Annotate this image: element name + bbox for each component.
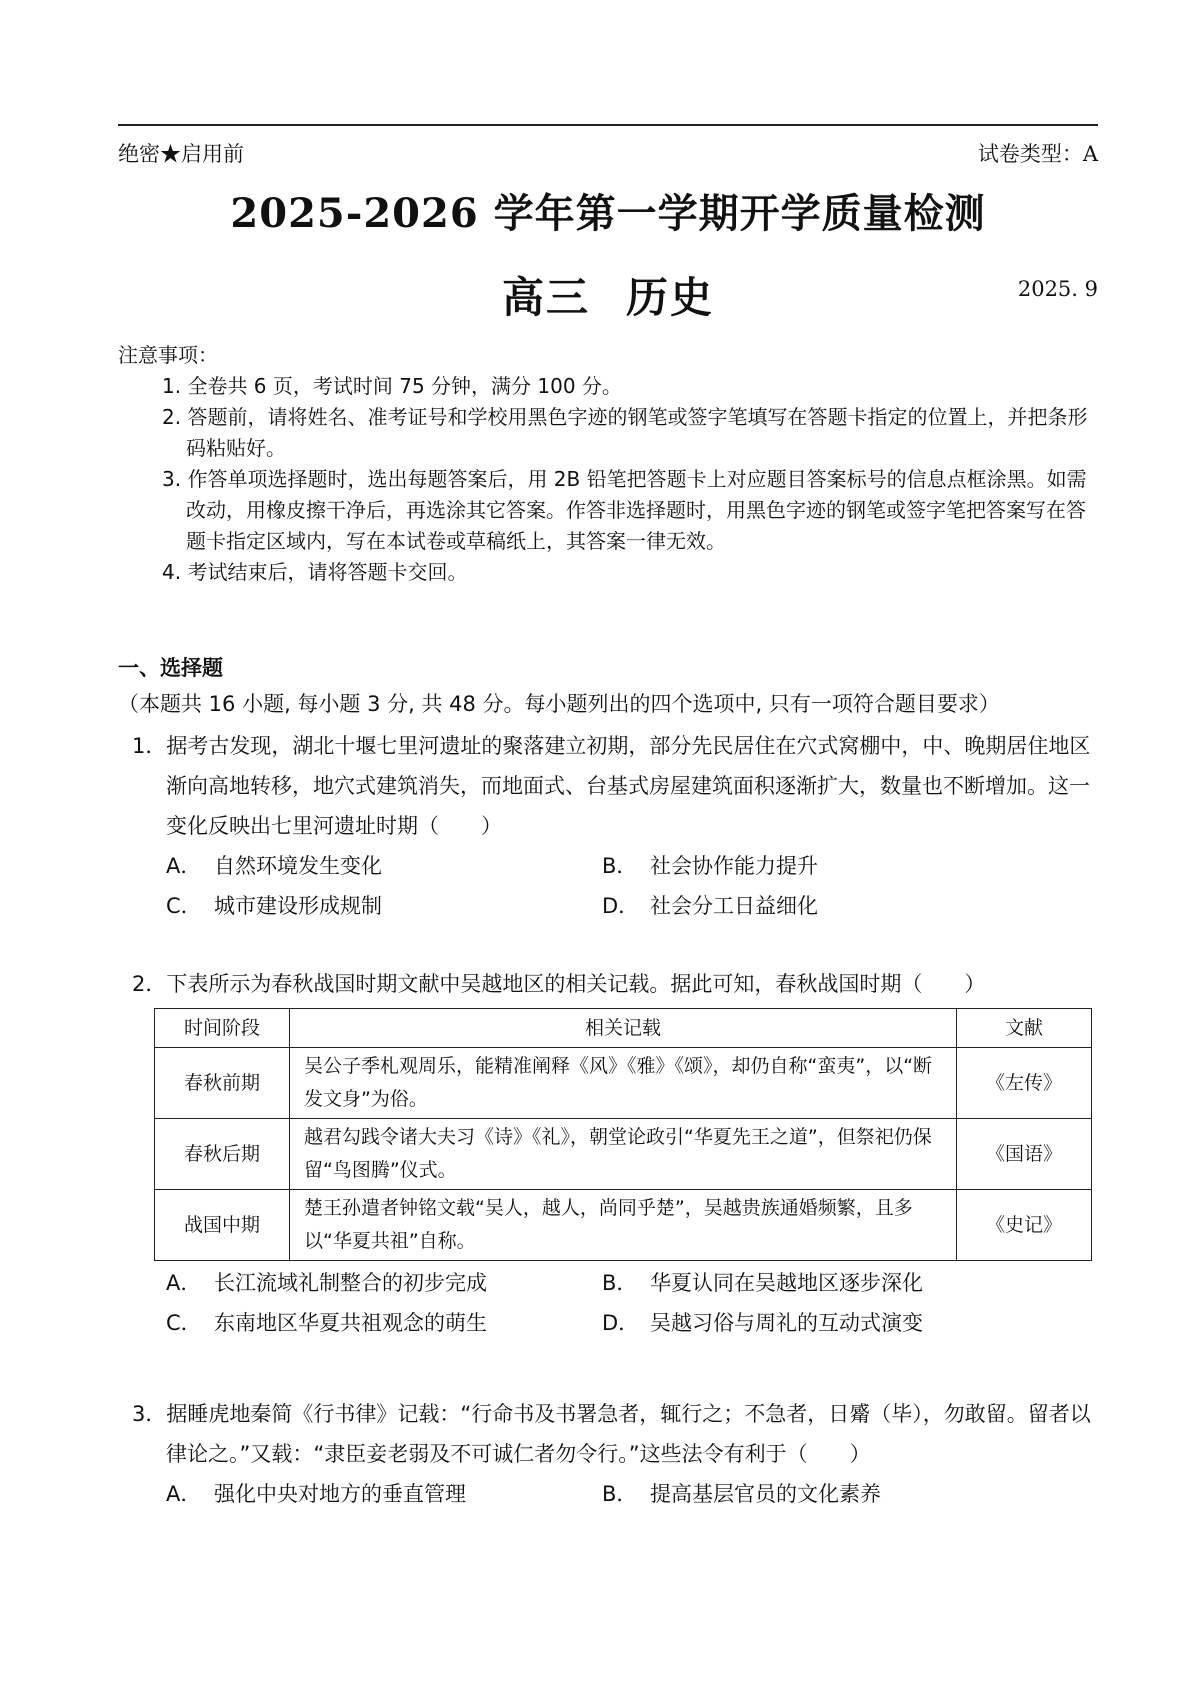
question-stem: 1．据考古发现，湖北十堰七里河遗址的聚落建立初期，部分先民居住在穴式窝棚中，中、晚期居住地区渐向高地转移，地穴式建筑消失，而地面式、台基式房屋建筑面积逐渐扩大，数量也不断增加。这一变化反映出七里河遗址时期（ ） — [132, 734, 1091, 838]
table-header: 相关记载 — [290, 1009, 957, 1048]
option-b[interactable] — [602, 846, 1038, 886]
table-cell: 越君勾践令诸大夫习《诗》《礼》，朝堂论政引“华夏先王之道”，但祭祀仍保留“鸟图腾”仪式。 — [290, 1119, 957, 1190]
notice-item: 1. 全卷共 6 页，考试时间 75 分钟，满分 100 分。 — [162, 374, 622, 398]
section-desc: （本题共 16 小题, 每小题 3 分, 共 48 分。每小题列出的四个选项中, 只有一项符合题目要求） — [118, 692, 1000, 716]
exam-date: 2025. 9 — [1017, 277, 1098, 301]
option-text: 东南地区华夏共祖观念的萌生 — [214, 1311, 487, 1335]
option-a[interactable] — [166, 1474, 602, 1514]
table-header-row — [155, 1009, 1092, 1048]
table-cell: 《史记》 — [957, 1190, 1092, 1261]
option-a[interactable] — [166, 846, 602, 886]
table-row — [155, 1048, 1092, 1119]
question-2 — [118, 964, 1098, 1343]
paper-type: 试卷类型：A — [977, 142, 1098, 166]
option-text: 华夏认同在吴越地区逐步深化 — [650, 1271, 923, 1295]
option-text: 自然环境发生变化 — [214, 854, 382, 878]
notice-block — [118, 340, 1098, 588]
grade: 高三 — [501, 273, 590, 322]
option-letter: B． — [602, 1271, 638, 1295]
table-row — [155, 1190, 1092, 1261]
subject: 历史 — [626, 273, 715, 322]
top-rule — [118, 124, 1098, 126]
notice-item: 3. 作答单项选择题时，选出每题答案后，用 2B 铅笔把答题卡上对应题目答案标号的信息点框涂黑。如需改动，用橡皮擦干净后，再选涂其它答案。作答非选择题时，用黑色字迹的钢笔或签字笔把答案写在答题卡指定区域内，写在本试卷或草稿纸上，其答案一律无效。 — [162, 467, 1087, 553]
option-b[interactable] — [602, 1474, 1038, 1514]
option-text: 强化中央对地方的垂直管理 — [214, 1482, 466, 1506]
option-letter: A． — [166, 854, 202, 878]
option-letter: D． — [602, 1311, 640, 1335]
option-a[interactable] — [166, 1263, 602, 1303]
section-title: 一、选择题 — [118, 656, 223, 680]
table-header: 文献 — [957, 1009, 1092, 1048]
section-heading — [118, 650, 1098, 722]
option-text: 吴越习俗与周礼的互动式演变 — [650, 1311, 923, 1335]
option-letter: A． — [166, 1482, 202, 1506]
question-3 — [118, 1394, 1098, 1514]
option-letter: B． — [602, 1482, 638, 1506]
table-cell: 战国中期 — [155, 1190, 290, 1261]
table-cell: 春秋后期 — [155, 1119, 290, 1190]
question-1 — [118, 726, 1098, 926]
records-table — [154, 1008, 1092, 1261]
option-letter: A． — [166, 1271, 202, 1295]
exam-title: 2025-2026 学年第一学期开学质量检测 — [230, 190, 986, 237]
notice-title: 注意事项： — [118, 343, 218, 367]
option-letter: C． — [166, 1311, 202, 1335]
options — [118, 1474, 1098, 1514]
notice-item: 2. 答题前，请将姓名、准考证号和学校用黑色字迹的钢笔或签字笔填写在答题卡指定的位置上，并把条形码粘贴好。 — [162, 405, 1088, 460]
subtitle-row — [118, 265, 1098, 322]
table-cell: 春秋前期 — [155, 1048, 290, 1119]
table-cell: 《左传》 — [957, 1048, 1092, 1119]
notice-list — [118, 371, 1098, 588]
option-d[interactable] — [602, 1303, 1038, 1343]
option-b[interactable] — [602, 1263, 1038, 1303]
option-letter: D． — [602, 894, 640, 918]
table-cell: 吴公子季札观周乐，能精准阐释《风》《雅》《颂》，却仍自称“蛮夷”，以“断发文身”为俗。 — [290, 1048, 957, 1119]
option-letter: C． — [166, 894, 202, 918]
option-d[interactable] — [602, 886, 1038, 926]
option-text: 社会协作能力提升 — [650, 854, 818, 878]
options — [118, 846, 1098, 926]
secret-label: 绝密★启用前 — [118, 142, 244, 166]
options — [118, 1263, 1098, 1343]
option-text: 城市建设形成规制 — [214, 894, 382, 918]
option-text: 提高基层官员的文化素养 — [650, 1482, 881, 1506]
option-text: 长江流域礼制整合的初步完成 — [214, 1271, 487, 1295]
table-cell: 楚王孙遣者钟铭文载“吴人，越人，尚同乎楚”，吴越贵族通婚频繁，且多以“华夏共祖”自称。 — [290, 1190, 957, 1261]
option-text: 社会分工日益细化 — [650, 894, 818, 918]
question-stem: 2．下表所示为春秋战国时期文献中吴越地区的相关记载。据此可知，春秋战国时期（ ） — [132, 972, 986, 996]
option-letter: B． — [602, 854, 638, 878]
meta-row — [118, 138, 1098, 168]
question-stem: 3．据睡虎地秦简《行书律》记载：“行命书及书署急者，辄行之；不急者，日觱（毕），勿敢留。留者以律论之。”又载：“隶臣妾老弱及不可诚仁者勿令行。”这些法令有利于（ ） — [132, 1402, 1091, 1466]
grade-subject — [118, 265, 1098, 325]
table-cell: 《国语》 — [957, 1119, 1092, 1190]
option-c[interactable] — [166, 886, 602, 926]
table-header: 时间阶段 — [155, 1009, 290, 1048]
notice-item: 4. 考试结束后，请将答题卡交回。 — [162, 560, 468, 584]
option-c[interactable] — [166, 1303, 602, 1343]
table-row — [155, 1119, 1092, 1190]
